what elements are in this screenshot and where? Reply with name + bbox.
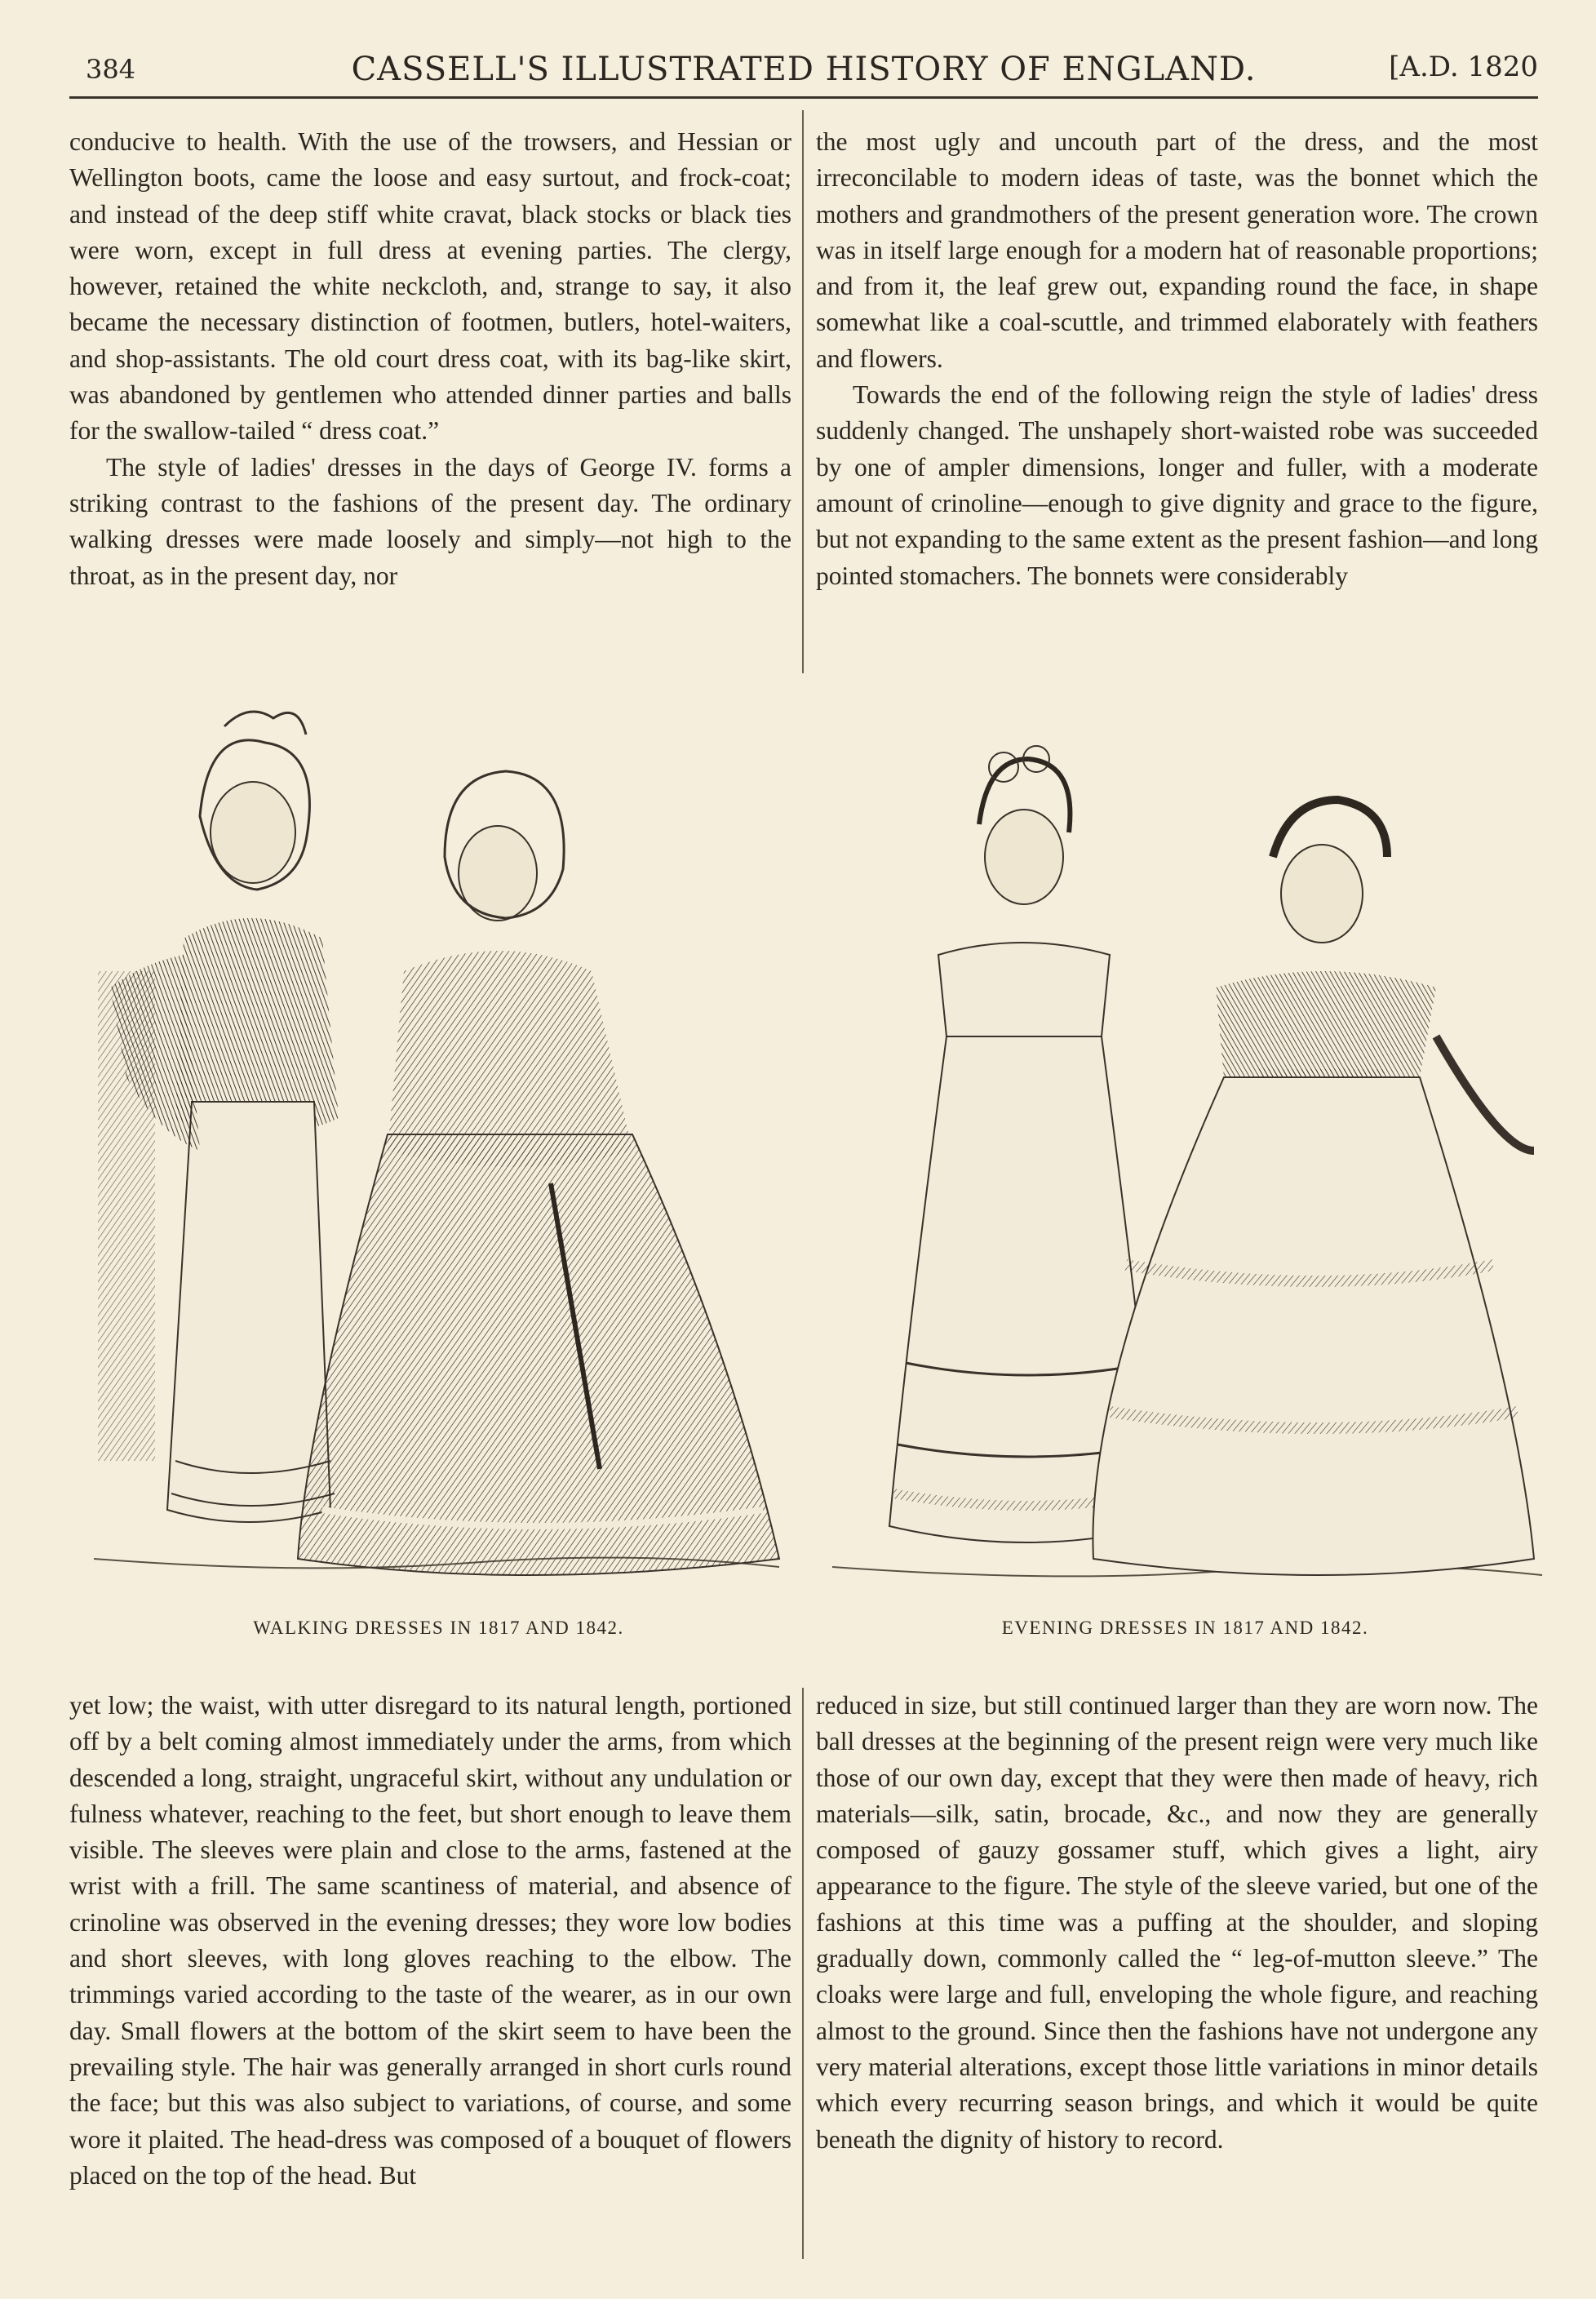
paragraph: the most ugly and uncouth part of the dress, and the most irreconcilable to modern ideas of taste, was the bonnet which the mothers and grandmothers of the present generation wore. The crown was in itself large enough for a modern hat of reasonable proportions; and from it, the leaf grew out, expanding round the face, in shape somewhat like a coal-scuttle, and trimmed elaborately with feathers and flowers.: [816, 127, 1538, 373]
figure-caption-evening: EVENING DRESSES IN 1817 AND 1842.: [1001, 1618, 1369, 1638]
page-number: 384: [86, 54, 136, 85]
running-header: [69, 47, 1538, 99]
evening-dresses-engraving: [816, 694, 1554, 1608]
text-column-bottom-left: [69, 1688, 791, 2194]
text-column-bottom-right: [816, 1688, 1538, 2158]
paragraph: yet low; the waist, with utter disregard to its natural length, portioned off by a belt coming almost immediately under the arms, from which descended a long, straight, ungraceful skirt, without any undulation or fulness whatever, reaching to the feet, but short enough to leave them visible. The sleeves were plain and close to the arms, fastened at the wrist with a frill. The same scantiness of material, and absence of crinoline was observed in the evening dresses; they wore low bodies and short sleeves, with long gloves reaching to the elbow. The trimmings varied according to the taste of the wearer, as in our own day. Small flowers at the bottom of the skirt seem to have been the prevailing style. The hair was generally arranged in short curls round the face; but this was also subject to variations, of course, and some wore it plaited. The head-dress was composed of a bouquet of flowers placed on the top of the head. But: [69, 1691, 791, 2190]
text-column-top-right: [816, 124, 1538, 594]
text-column-top-left: [69, 124, 791, 594]
column-rule: [802, 1688, 804, 2259]
running-title: CASSELL'S ILLUSTRATED HISTORY OF ENGLAND.: [351, 51, 1257, 88]
column-rule: [802, 110, 804, 673]
paragraph: reduced in size, but still continued larger than they are worn now. The ball dresses at the beginning of the present reign were very much like those of our own day, except that they were then made of heavy, rich materials—silk, satin, brocade, &c., and now they are generally composed of gauzy gossamer stuff, which gives a light, airy appearance to the figure. The style of the sleeve varied, but one of the fashions at this time was a puffing at the shoulder, and sloping gradually down, commonly called the “ leg-of-mutton sleeve.” The cloaks were large and full, enveloping the whole figure, and reaching almost to the ground. Since then the fashions have not undergone any very material alterations, except those little variations in minor details which every recurring season brings, and which it would be quite beneath the dignity of history to record.: [816, 1691, 1538, 2154]
figure-caption-walking: WALKING DRESSES IN 1817 AND 1842.: [253, 1618, 624, 1638]
header-date: [A.D. 1820: [1389, 51, 1538, 83]
paragraph: conducive to health. With the use of the trowsers, and Hessian or Wellington boots, came the loose and easy surtout, and frock-coat; and instead of the deep stiff white cravat, black stocks or black ties were worn, except in full dress at evening parties. The clergy, however, retained the white neckcloth, and, strange to say, it also became the necessary distinction of footmen, butlers, hotel-waiters, and shop-assistants. The old court dress coat, with its bag-like skirt, was abandoned by gentlemen who attended dinner parties and balls for the swallow-tailed “ dress coat.”: [69, 127, 791, 446]
walking-dresses-engraving: [61, 694, 800, 1608]
paragraph: The style of ladies' dresses in the days of George IV. forms a striking contrast to the fashions of the present day. The ordinary walking dresses were made loosely and simply—not high to the throat, as in the present day, nor: [69, 452, 791, 590]
paragraph: Towards the end of the following reign the style of ladies' dress suddenly changed. The unshapely short-waisted robe was succeeded by one of ampler dimensions, longer and fuller, with a moderate amount of crinoline—enough to give dignity and grace to the figure, but not expanding to the same extent as the present fashion—and long pointed stomachers. The bonnets were considerably: [816, 380, 1538, 590]
